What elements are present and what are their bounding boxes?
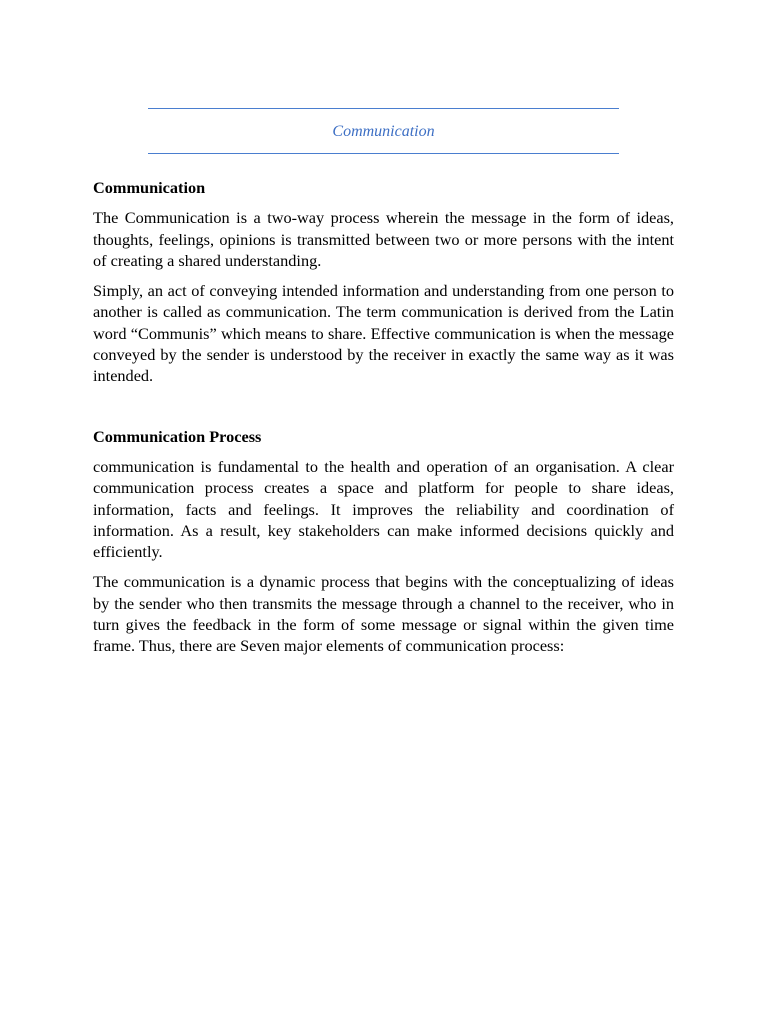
paragraph: The Communication is a two-way process wherein the message in the form of ideas, thoughts, feelings, opinions is transmitted between two or more persons with the intent of creating a shared understanding. [93,208,674,270]
document-body [93,177,674,666]
paragraph: communication is fundamental to the health and operation of an organisation. A clear communication process creates a space and platform for people to share ideas, information, facts and feelings. It improves the reliability and coordination of information. As a result, key stakeholders can make informed decisions quickly and efficiently. [93,456,674,562]
section-spacer [93,396,674,426]
paragraph: Simply, an act of conveying intended information and understanding from one person to another is called as communication. The term communication is derived from the Latin word “Communis” which means to share. Effective communication is when the message conveyed by the sender is understood by the receiver in exactly the same way as it was intended. [93,281,674,386]
title-block [148,108,619,154]
section-communication [93,177,674,387]
paragraph: The communication is a dynamic process that begins with the conceptualizing of ideas by the sender who then transmits the message through a channel to the receiver, who in turn gives the feedback in the form of some message or signal within the given time frame. Thus, there are Seven major elements of communication process: [93,572,674,656]
section-communication-process [93,426,674,657]
document-title: Communication [332,123,435,140]
bottom-rule [148,153,619,154]
top-rule [148,108,619,109]
section-heading: Communication [93,178,206,197]
section-heading: Communication Process [93,426,262,446]
